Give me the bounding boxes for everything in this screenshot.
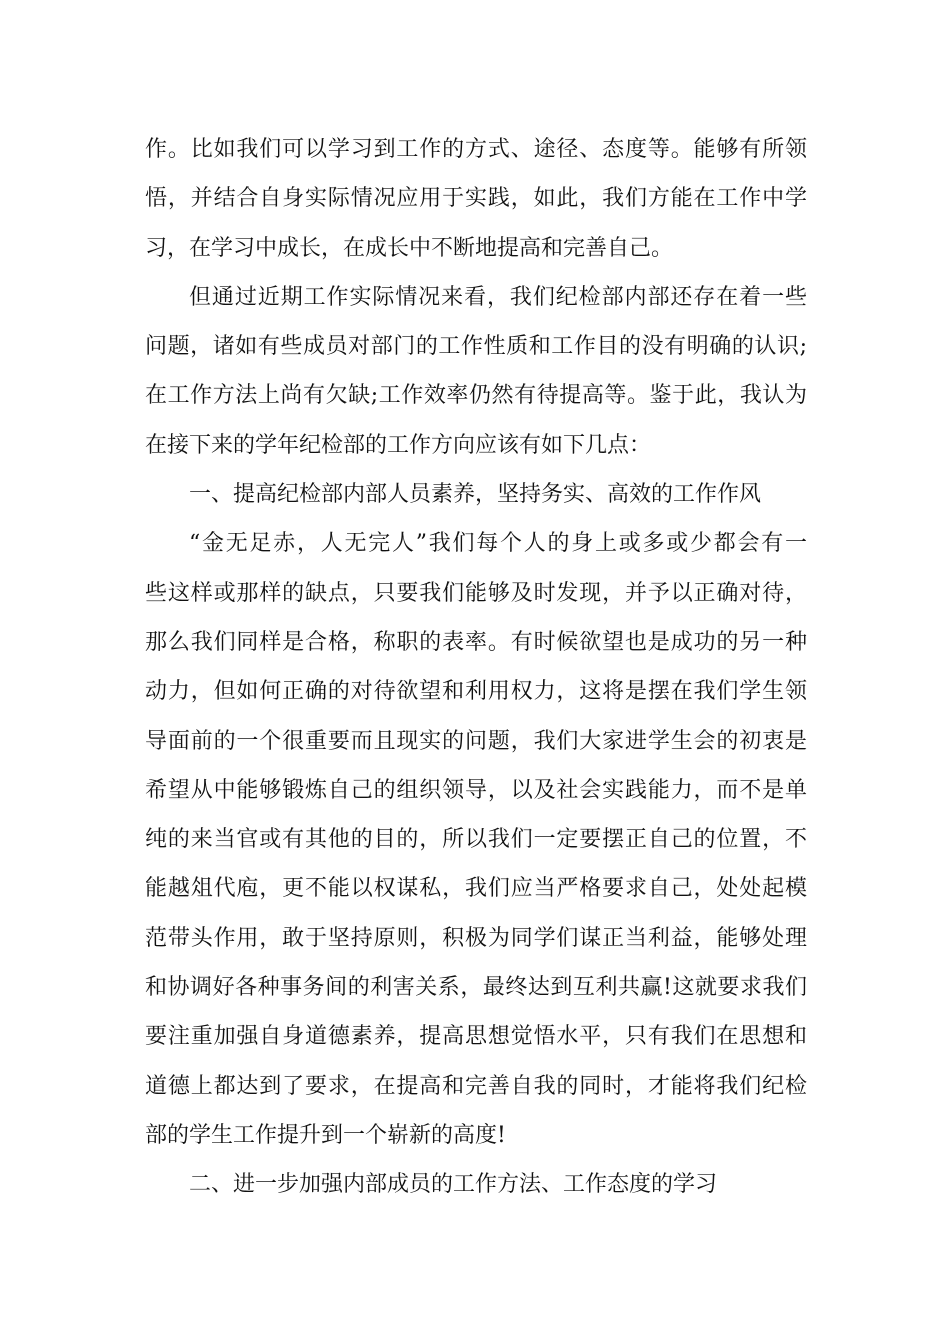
paragraph-first-line: 但通过近期工作实际情况来看，我们纪检部内部还存在着一些 (189, 284, 807, 310)
text-line: 导面前的一个很重要而且现实的问题，我们大家进学生会的初衷是 (145, 728, 807, 754)
text-line: 和协调好各种事务间的利害关系，最终达到互利共赢!这就要求我们 (145, 975, 807, 1001)
paragraph-first-line: “金无足赤，人无完人”我们每个人的身上或多或少都会有一 (189, 531, 807, 557)
text-line: 能越俎代庖，更不能以权谋私，我们应当严格要求自己，处处起模 (145, 876, 807, 902)
text-line: 些这样或那样的缺点，只要我们能够及时发现，并予以正确对待， (145, 580, 807, 606)
text-line: 那么我们同样是合格，称职的表率。有时候欲望也是成功的另一种 (145, 629, 807, 655)
text-line: 动力，但如何正确的对待欲望和利用权力，这将是摆在我们学生领 (145, 679, 807, 705)
text-line: 部的学生工作提升到一个崭新的高度! (145, 1122, 506, 1148)
text-line: 作。比如我们可以学习到工作的方式、途径、态度等。能够有所领 (145, 137, 807, 162)
section-heading-two: 二、进一步加强内部成员的工作方法、工作态度的学习 (189, 1172, 718, 1198)
text-line: 道德上都达到了要求，在提高和完善自我的同时，才能将我们纪检 (145, 1073, 807, 1099)
text-line: 悟，并结合自身实际情况应用于实践，如此，我们方能在工作中学 (145, 186, 807, 212)
text-line: 在接下来的学年纪检部的工作方向应该有如下几点： (145, 432, 652, 458)
document-body (145, 125, 807, 1210)
text-line: 习，在学习中成长，在成长中不断地提高和完善自己。 (145, 235, 674, 261)
text-line: 纯的来当官或有其他的目的，所以我们一定要摆正自己的位置，不 (145, 827, 807, 853)
text-line: 要注重加强自身道德素养，提高思想觉悟水平，只有我们在思想和 (145, 1024, 807, 1050)
section-heading-one: 一、提高纪检部内部人员素养，坚持务实、高效的工作作风 (189, 482, 762, 508)
text-line: 范带头作用，敢于坚持原则，积极为同学们谋正当利益，能够处理 (145, 925, 807, 951)
text-line: 问题，诸如有些成员对部门的工作性质和工作目的没有明确的认识; (145, 334, 807, 360)
text-line: 在工作方法上尚有欠缺;工作效率仍然有待提高等。鉴于此，我认为 (145, 383, 807, 409)
text-line: 希望从中能够锻炼自己的组织领导，以及社会实践能力，而不是单 (145, 777, 807, 803)
